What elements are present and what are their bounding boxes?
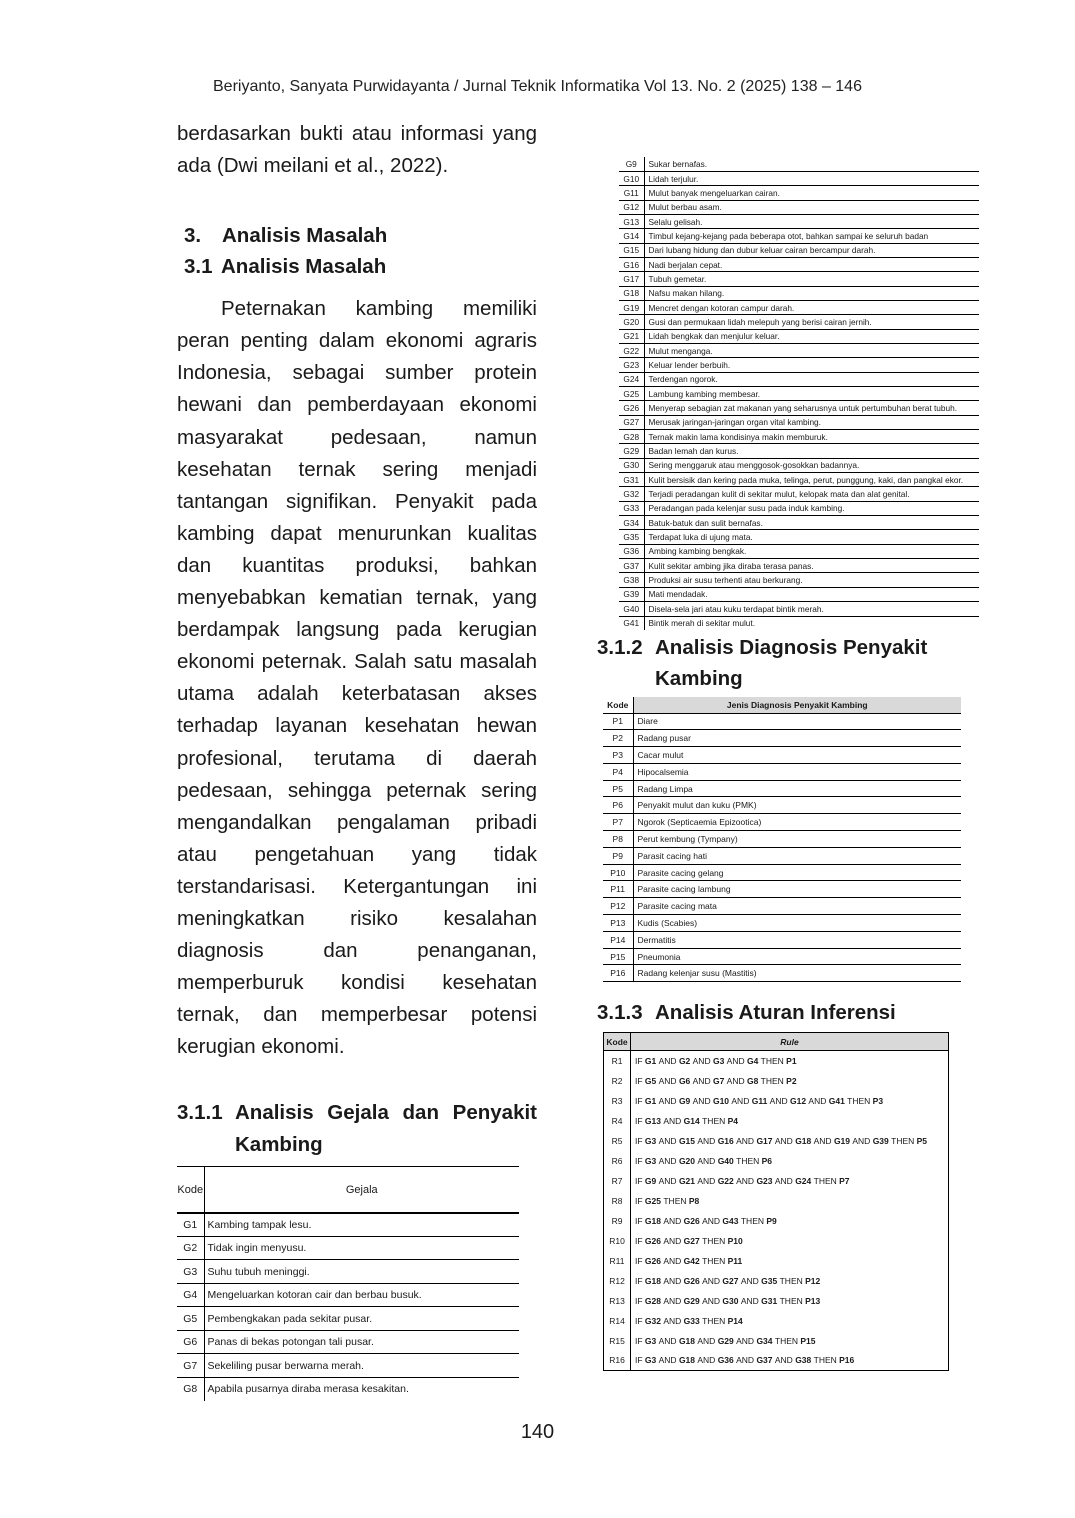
cell-text: Mencret dengan kotoran campur darah. [644,300,979,314]
cell-text: Mulut berbau asam. [644,200,979,214]
cell-text: IF G25 THEN P8 [631,1191,949,1211]
table-row [619,401,979,415]
cell-kode: P14 [603,931,633,948]
section-number: 3. [184,224,202,248]
cell-kode: R12 [609,1275,625,1286]
cell-text: Sering menggaruk atau menggosok-gosokkan badannya. [644,458,979,472]
cell-kode: R13 [609,1295,625,1306]
cell-text: Panas di bekas potongan tali pusar. [204,1330,519,1354]
table-row [603,780,961,797]
cell-kode: G2 [177,1236,204,1260]
section-title: Analisis Masalah [221,255,387,279]
cell-kode: G34 [619,516,644,530]
left-column [177,118,537,1401]
cell-text: IF G18 AND G26 AND G27 AND G35 THEN P12 [631,1271,949,1291]
table-row [603,915,961,932]
cell-kode: P13 [603,915,633,932]
cell-kode: G35 [619,530,644,544]
cell-kode: P12 [603,898,633,915]
table-row [619,200,979,214]
cell-text: Ambing kambing bengkak. [644,544,979,558]
column-header-gejala: Gejala [204,1167,519,1213]
cell-text: Parasite cacing gelang [633,864,961,881]
cell-kode: G15 [619,243,644,257]
cell-text: Terdengan ngorok. [644,372,979,386]
diagnosis-table [603,697,961,982]
table-row [604,1311,949,1331]
cell-kode: G3 [177,1260,204,1284]
cell-text: Tubuh gemetar. [644,272,979,286]
cell-text: Radang Limpa [633,780,961,797]
table-row [603,831,961,848]
table-row [619,473,979,487]
cell-text: Lidah bengkak dan menjulur keluar. [644,329,979,343]
cell-kode: G13 [619,214,644,228]
table-row [603,898,961,915]
table-row [603,881,961,898]
cell-text: Lidah terjulur. [644,171,979,185]
table-row [603,948,961,965]
cell-kode: G23 [619,358,644,372]
cell-kode: G39 [619,587,644,601]
table-row [177,1260,519,1284]
cell-kode: R3 [611,1095,623,1106]
section-title-line2: Kambing [655,667,743,690]
cell-kode: G33 [619,501,644,515]
cell-text: Kambing tampak lesu. [204,1213,519,1237]
table-row [604,1251,949,1271]
cell-kode: G18 [619,286,644,300]
cell-text: Ngorok (Septicaemia Epizootica) [633,814,961,831]
cell-text: Lambung kambing membesar. [644,387,979,401]
cell-text: IF G28 AND G29 AND G30 AND G31 THEN P13 [631,1291,949,1311]
cell-kode: R16 [609,1355,625,1366]
cell-kode: G41 [619,616,644,630]
cell-text: IF G32 AND G33 THEN P14 [631,1311,949,1331]
table-row [603,864,961,881]
table-row [604,1111,949,1131]
gejala-table-continuation [619,157,979,630]
table-row [619,602,979,616]
table-row [619,430,979,444]
cell-kode: G24 [619,372,644,386]
cell-text: Kulit bersisik dan kering pada muka, telinga, perut, punggung, kaki, dan pangkal ekor. [644,473,979,487]
cell-kode: G14 [619,229,644,243]
cell-text: Menyerap sebagian zat makanan yang seharusnya untuk pertumbuhan berat tubuh. [644,401,979,415]
cell-kode: G5 [177,1307,204,1331]
section-number: 3.1 [184,255,213,279]
cell-text: Mengeluarkan kotoran cair dan berbau busuk. [204,1283,519,1307]
cell-text: Apabila pusarnya diraba merasa kesakitan. [207,1383,409,1396]
section-3-1-1-heading [177,1097,537,1161]
cell-text: Penyakit mulut dan kuku (PMK) [633,797,961,814]
cell-text: IF G3 AND G18 AND G36 AND G37 AND G38 THEN P16 [631,1351,949,1371]
cell-kode: P4 [603,763,633,780]
cell-text: Dari lubang hidung dan dubur keluar cairan bercampur darah. [644,243,979,257]
cell-kode: G26 [619,401,644,415]
column-header-kode: Kode [177,1167,204,1213]
section-3-1-3-heading [597,997,957,1029]
cell-text: Gusi dan permukaan lidah melepuh yang berisi cairan jernih. [644,315,979,329]
cell-kode: G6 [177,1330,204,1354]
cell-kode: G30 [619,458,644,472]
cell-text: Disela-sela jari atau kuku terdapat bintik merah. [644,602,979,616]
cell-text: Parasit cacing hati [633,847,961,864]
table-row [619,544,979,558]
cell-kode: G11 [619,186,644,200]
cell-kode: P16 [603,965,633,982]
cell-text: Pneumonia [633,948,961,965]
section-title-line1: Analisis Gejala dan Penyakit [235,1101,537,1125]
cell-kode: G20 [619,315,644,329]
cell-kode: R4 [611,1115,623,1126]
cell-text: Merusak jaringan-jaringan organ vital kambing. [644,415,979,429]
table-row [177,1213,519,1237]
cell-kode: G10 [619,171,644,185]
cell-text: Keluar lender berbuih. [644,358,979,372]
cell-text: Bintik merah di sekitar mulut. [648,618,756,629]
cell-text: IF G1 AND G9 AND G10 AND G11 AND G12 AND G41 THEN P3 [631,1091,949,1111]
table-row [177,1330,519,1354]
cell-kode: P15 [603,948,633,965]
table-row [619,387,979,401]
cell-text: Terjadi peradangan kulit di sekitar mulut, kelopak mata dan alat genital. [644,487,979,501]
table-row [603,847,961,864]
cell-text: Tidak ingin menyusu. [204,1236,519,1260]
body-paragraph: Peternakan kambing memiliki peran penting dalam ekonomi agraris Indonesia, sebagai sumber protein hewani dan pemberdayaan ekonomi masyarakat pedesaan, namun kesehatan ternak sering menjadi tantangan signifikan. Penyakit pada kambing dapat menurunkan kualitas dan kuantitas produksi, bahkan menyebabkan kematian ternak, yang berdampak langsung pada kerugian ekonomi peternak. Salah satu masalah utama adalah keterbatasan akses terhadap layanan kesehatan hewan profesional, terutama di daerah pedesaan, sehingga peternak sering mengandalkan pengalaman pribadi atau pengetahuan yang tidak terstandarisasi. Ketergantungan ini meningkatkan risiko kesalahan diagnosis dan penanganan, memperburuk kondisi kesehatan ternak, dan memperbesar potensi kerugian ekonomi. [177,297,537,1059]
cell-text: IF G9 AND G21 AND G22 AND G23 AND G24 THEN P7 [631,1171,949,1191]
gejala-table [177,1166,519,1401]
cell-kode: G29 [619,444,644,458]
table-row [619,415,979,429]
cell-text: IF G3 AND G15 AND G16 AND G17 AND G18 AND G19 AND G39 THEN P5 [631,1131,949,1151]
table-row [604,1071,949,1091]
cell-text: Sekeliling pusar berwarna merah. [204,1354,519,1378]
page-number: 140 [520,1421,555,1443]
cell-kode: P7 [603,814,633,831]
cell-text: Parasite cacing lambung [633,881,961,898]
table-row [603,931,961,948]
cell-kode: R9 [611,1215,623,1226]
cell-kode: P8 [603,831,633,848]
cell-kode: P2 [603,730,633,747]
cell-text: Selalu gelisah. [644,214,979,228]
table-row [604,1171,949,1191]
table-row [603,763,961,780]
cell-kode: R10 [609,1235,625,1246]
intro-paragraph: berdasarkan bukti atau informasi yang ada (Dwi meilani et al., 2022). [177,122,537,178]
table-row [619,559,979,573]
cell-text: IF G26 AND G42 THEN P11 [631,1251,949,1271]
cell-kode: G37 [619,559,644,573]
table-row [177,1354,519,1378]
table-row [619,257,979,271]
table-row [619,616,979,630]
cell-kode: G31 [619,473,644,487]
table-row [604,1271,949,1291]
table-row [619,487,979,501]
section-3-1-heading [177,251,537,282]
cell-kode: P1 [603,713,633,730]
cell-text: Badan lemah dan kurus. [644,444,979,458]
table-row [619,587,979,601]
table-row [604,1131,949,1151]
section-title: Analisis Aturan Inferensi [655,1001,896,1024]
cell-text: Produksi air susu terhenti atau berkurang. [644,573,979,587]
cell-text: IF G1 AND G2 AND G3 AND G4 THEN P1 [631,1051,949,1071]
cell-kode: R8 [611,1195,623,1206]
table-row [604,1191,949,1211]
cell-kode: G22 [619,343,644,357]
table-row [619,186,979,200]
table-row [604,1231,949,1251]
cell-text: IF G3 AND G20 AND G40 THEN P6 [631,1151,949,1171]
cell-text: Diare [633,713,961,730]
table-row [619,214,979,228]
table-row [619,243,979,257]
table-row [619,171,979,185]
cell-text: Kulit sekitar ambing jika diraba terasa panas. [644,559,979,573]
cell-text: Ternak makin lama kondisinya makin memburuk. [644,430,979,444]
cell-text: Timbul kejang-kejang pada beberapa otot, bahkan sampai ke seluruh badan [644,229,979,243]
rules-table [603,1032,949,1371]
table-row [604,1151,949,1171]
cell-kode: G1 [177,1213,204,1237]
cell-text: IF G13 AND G14 THEN P4 [631,1111,949,1131]
cell-kode: G16 [619,257,644,271]
section-number: 3.1.2 [597,636,643,659]
table-row [604,1291,949,1311]
cell-kode: G40 [619,602,644,616]
table-row [619,315,979,329]
section-title-line2: Kambing [235,1133,323,1157]
table-row [604,1331,949,1351]
column-header-rule: Rule [631,1033,949,1051]
cell-kode: G8 [177,1377,204,1401]
table-row [619,272,979,286]
cell-kode: G17 [619,272,644,286]
table-row [177,1236,519,1260]
table-row [619,530,979,544]
cell-kode: R2 [611,1075,623,1086]
cell-kode: G27 [619,415,644,429]
table-row [619,516,979,530]
cell-kode: G9 [619,157,644,171]
cell-kode: G12 [619,200,644,214]
cell-kode: R11 [609,1255,625,1266]
section-number: 3.1.3 [597,1001,643,1024]
column-header-jenis: Jenis Diagnosis Penyakit Kambing [633,697,961,713]
cell-text: Batuk-batuk dan sulit bernafas. [644,516,979,530]
table-row [604,1351,949,1371]
cell-text: IF G26 AND G27 THEN P10 [631,1231,949,1251]
cell-kode: R5 [611,1135,623,1146]
cell-text: Kudis (Scabies) [633,915,961,932]
cell-kode: R6 [611,1155,623,1166]
section-3-1-2-heading [597,632,957,694]
table-row [619,501,979,515]
cell-text: Dermatitis [633,931,961,948]
table-row [177,1377,519,1401]
cell-kode: G25 [619,387,644,401]
table-row [619,372,979,386]
cell-text: Radang kelenjar susu (Mastitis) [633,965,961,982]
cell-kode: G28 [619,430,644,444]
cell-text: Nadi berjalan cepat. [644,257,979,271]
cell-text: Radang pusar [633,730,961,747]
table-row [177,1283,519,1307]
cell-text: Peradangan pada kelenjar susu pada induk kambing. [644,501,979,515]
table-row [619,157,979,171]
cell-text: Mati mendadak. [644,587,979,601]
cell-text: IF G5 AND G6 AND G7 AND G8 THEN P2 [631,1071,949,1091]
table-row [619,573,979,587]
table-row [619,358,979,372]
cell-kode: G38 [619,573,644,587]
cell-kode: R1 [611,1055,623,1066]
table-row [603,797,961,814]
section-number: 3.1.1 [177,1101,223,1125]
cell-text: Nafsu makan hilang. [644,286,979,300]
table-row [177,1307,519,1331]
table-row [603,713,961,730]
cell-kode: P5 [603,780,633,797]
cell-kode: R7 [611,1175,623,1186]
table-row [619,444,979,458]
table-row [619,458,979,472]
cell-kode: G21 [619,329,644,343]
cell-kode: P6 [603,797,633,814]
cell-kode: G36 [619,544,644,558]
cell-text: Pembengkakan pada sekitar pusar. [204,1307,519,1331]
column-header-kode: Kode [604,1033,631,1051]
cell-text: Sukar bernafas. [644,157,979,171]
table-row [603,730,961,747]
table-row [619,300,979,314]
column-header-kode: Kode [603,697,633,713]
cell-kode: G7 [177,1354,204,1378]
table-row [604,1091,949,1111]
cell-kode: G32 [619,487,644,501]
table-row [604,1051,949,1071]
table-row [619,343,979,357]
cell-kode: G4 [177,1283,204,1307]
section-title-line1: Analisis Diagnosis Penyakit [655,636,928,659]
cell-text: Cacar mulut [633,747,961,764]
cell-kode: P3 [603,747,633,764]
cell-text: Parasite cacing mata [633,898,961,915]
cell-text: IF G18 AND G26 AND G43 THEN P9 [631,1211,949,1231]
table-row [619,229,979,243]
table-row [619,286,979,300]
cell-text: Terdapat luka di ujung mata. [644,530,979,544]
table-row [603,814,961,831]
section-title: Analisis Masalah [222,224,388,248]
table-row [603,747,961,764]
cell-kode: R14 [609,1315,625,1326]
cell-text: Mulut menganga. [644,343,979,357]
running-header: Beriyanto, Sanyata Purwidayanta / Jurnal Teknik Informatika Vol 13. No. 2 (2025) 138 – 146 [213,78,862,95]
cell-kode: P10 [603,864,633,881]
table-row [604,1211,949,1231]
cell-kode: R15 [609,1335,625,1346]
table-row [603,965,961,982]
cell-text: Perut kembung (Tympany) [633,831,961,848]
table-row [619,329,979,343]
cell-text: Suhu tubuh meninggi. [204,1260,519,1284]
cell-text: IF G3 AND G18 AND G29 AND G34 THEN P15 [631,1331,949,1351]
section-3-heading [177,220,537,251]
cell-kode: G19 [619,300,644,314]
cell-kode: P9 [603,847,633,864]
cell-text: Mulut banyak mengeluarkan cairan. [644,186,979,200]
cell-text: Hipocalsemia [633,763,961,780]
cell-kode: P11 [603,881,633,898]
